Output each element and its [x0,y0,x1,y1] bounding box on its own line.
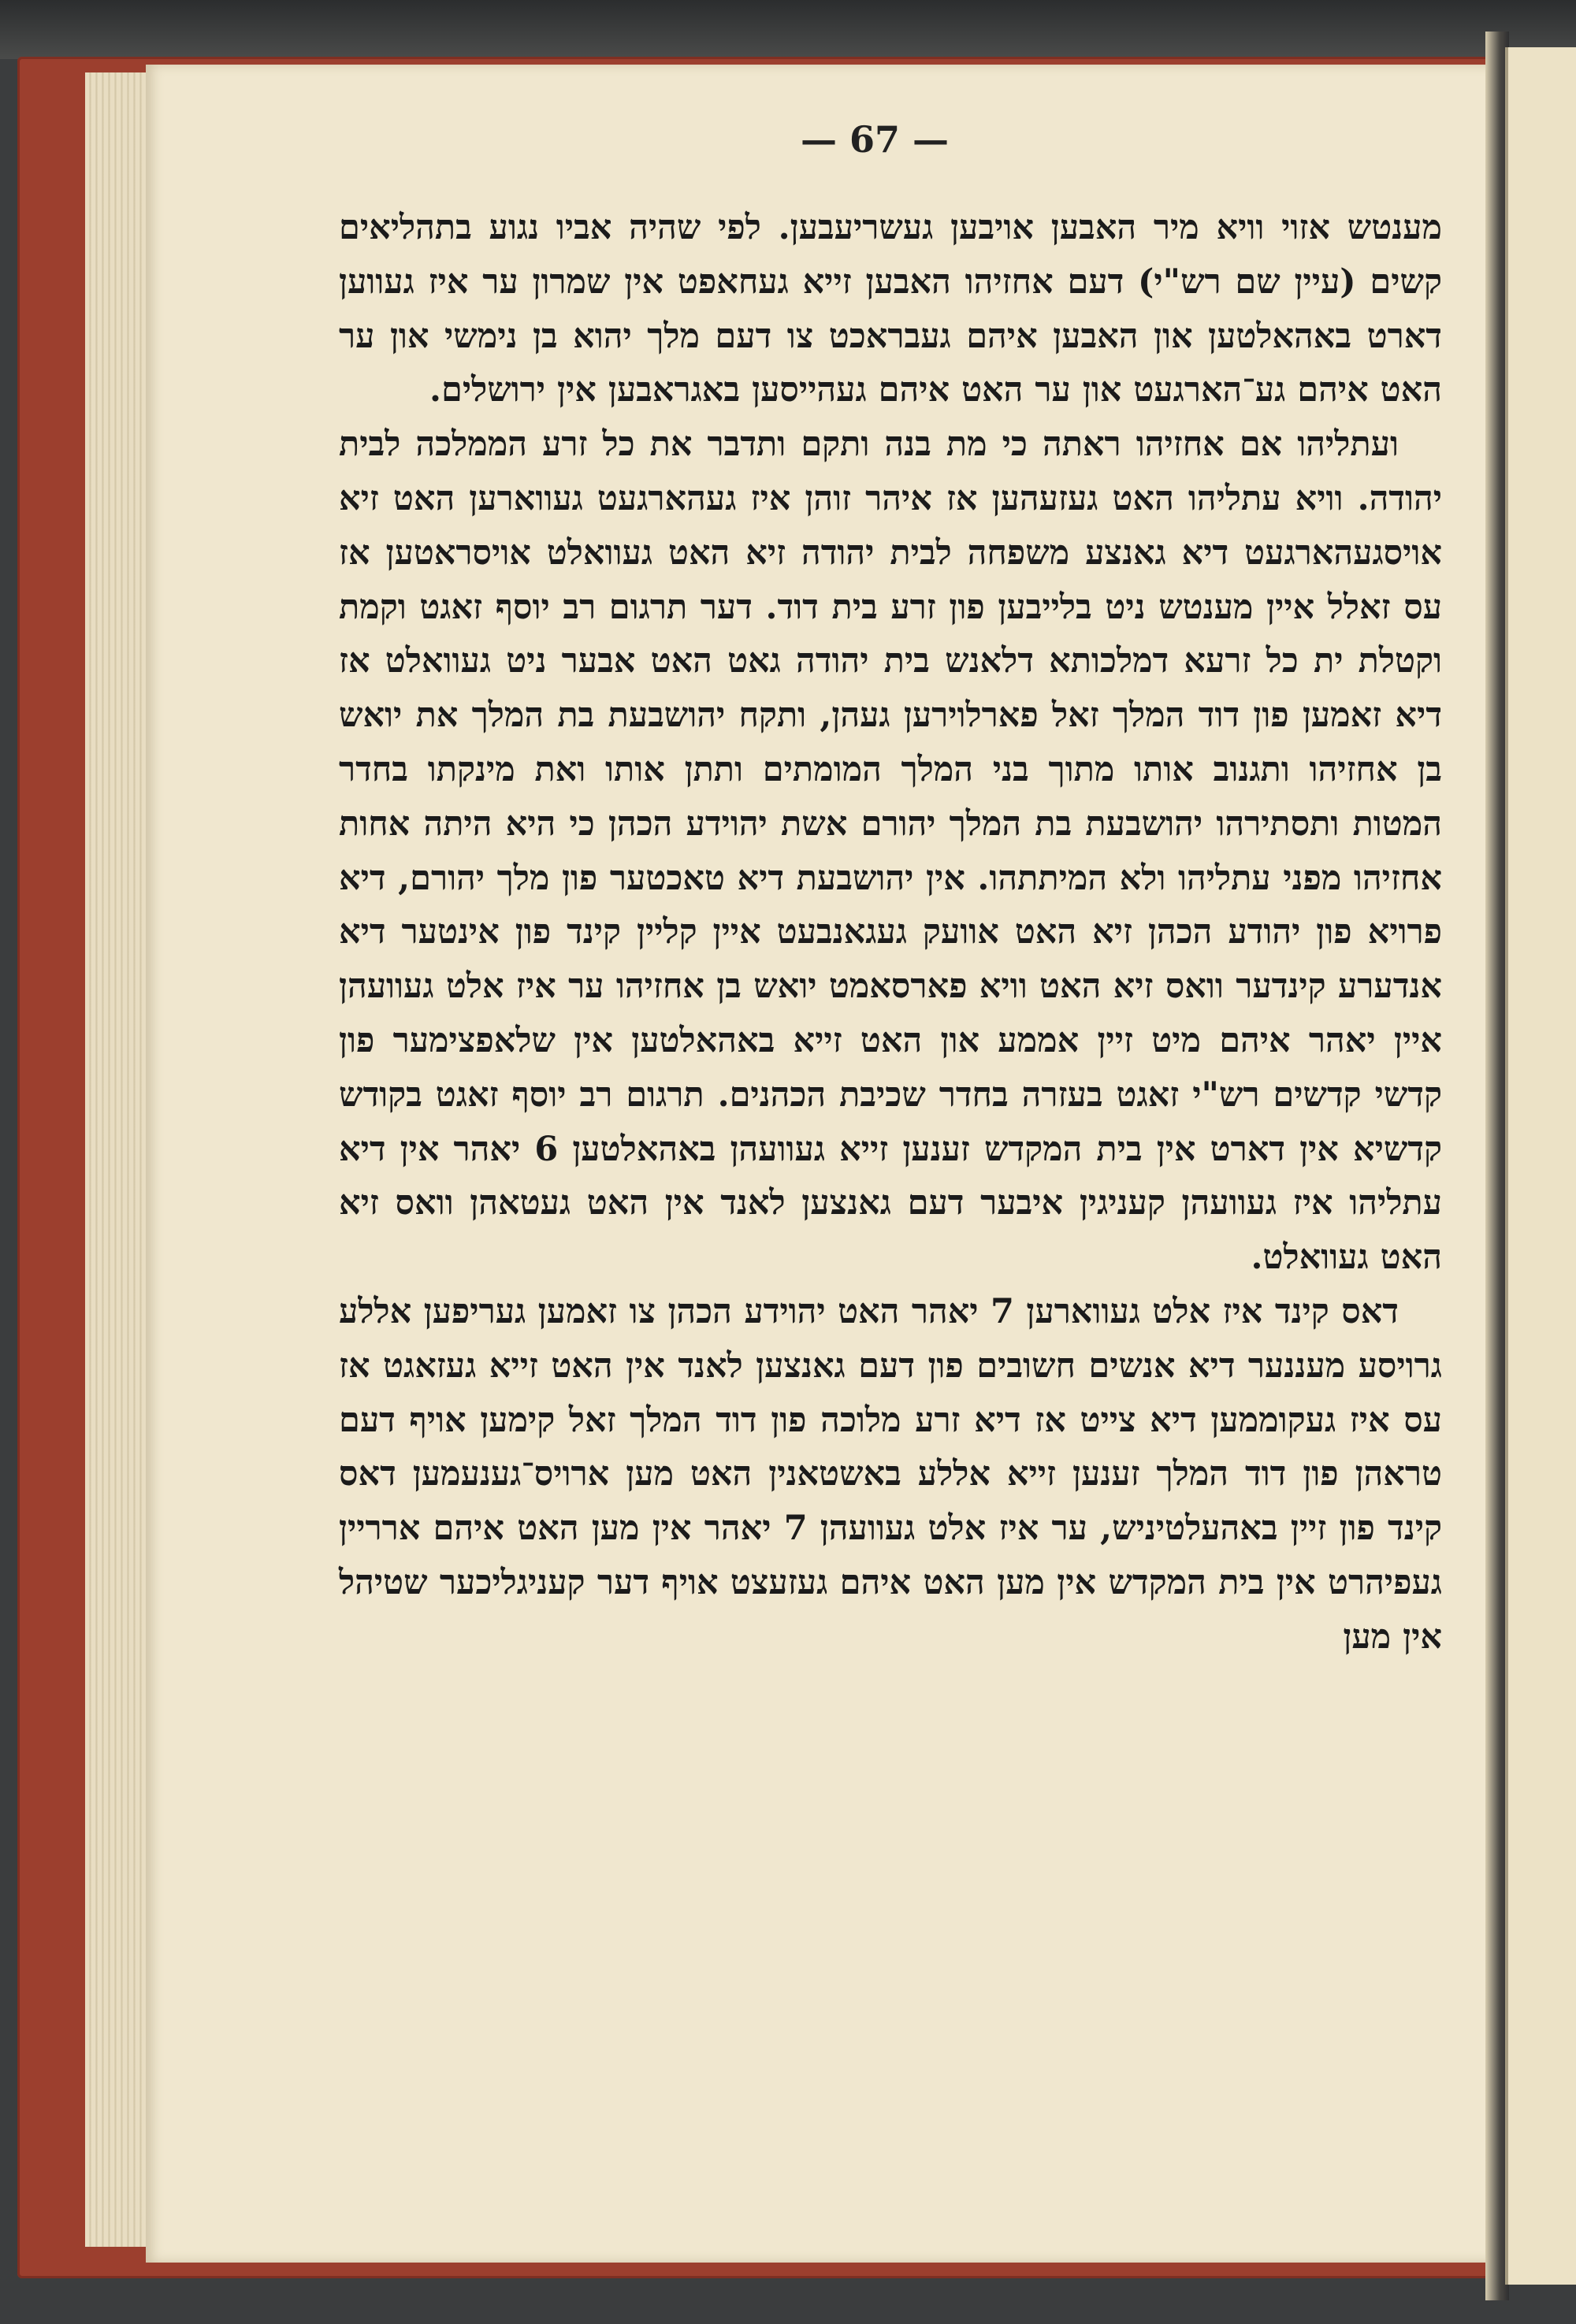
page-text [339,201,1442,1665]
facing-page-edge [1505,47,1576,2285]
paragraph: מענטש אזוי וויא מיר האבען אויבען געשריעבען. לפי שהיה אביו נגוע בתהליאים קשים (עיין שם רש"י) דעם אחזיהו האבען זייא געחאפט אין שמרון ער איז געווען דארט באהאלטען און האבען איהם געבראכט צו דעם מלך יהוא בן נימשי און ער האט איהם גע־הארגעט און ער האט איהם געהייסען באגראבען אין ירושלים. [339,208,1442,410]
paragraph: דאס קינד איז אלט געווארען 7 יאהר האט יהוידע הכהן צו זאמען געריפען אללע גרויסע מעננער דיא אנשים חשובים פון דעם גאנצען לאנד אין האט זייא געזאגט אז עס איז געקוממען דיא צייט אז דיא זרע מלוכה פון דוד המלך זאל קימען אויף דעם טראהן פון דוד המלך זענען זייא אללע באשטאנין האט מען ארויס־גענעמען דאס קינד פון זיין באהעלטיניש, ער איז אלט געוועהן 7 יאהר אין מען האט איהם ארריין געפיהרט אין בית המקדש אין מען האט איהם געזעצט אויף דער קעניגליכער שטיהל אין מען [339,1291,1442,1657]
scan-background [0,0,1576,59]
paragraph: ועתליהו אם אחזיהו ראתה כי מת בנה ותקם ותדבר את כל זרע הממלכה לבית יהודה. וויא עתליהו האט געזעהען אז איהר זוהן איז געהארגעט געווארען האט זיא אויסגעהארגעט דיא גאנצע משפחה לבית יהודה זיא האט געוואלט אויסראטען אז עס זאלל איין מענטש ניט בלייבען פון זרע בית דוד. דער תרגום רב יוסף זאגט וקמת וקטלת ית כל זרעא דמלכותא דלאנש בית יהודה גאט האט אבער ניט געוואלט אז דיא זאמען פון דוד המלך זאל פארלוירען געהן, ותקח יהושבעת בת המלך את יואש בן אחזיהו ותגנוב אותו מתוך בני המלך המומתים ותתן אותו ואת מינקתו בחדר המטות ותסתירהו יהושבעת בת המלך יהורם אשת יהוידע הכהן כי היא היתה אחות אחזיהו מפני עתליהו ולא המיתתהו. אין יהושבעת דיא טאכטער פון מלך יהורם, דיא פרויא פון יהודע הכהן זיא האט אוועק געגאנבעט איין קליין קינד פון אינטער דיא אנדערע קינדער וואס זיא האט וויא פארסאמט יואש בן אחזיהו ער איז אלט געוועהן איין יאהר איהם מיט זיין אממע און האט זייא באהאלטען אין שלאפצימער פון קדשי קדשים רש"י זאגט בעזרה בחדר שכיבת הכהנים. תרגום רב יוסף זאגט בקודש קדשיא אין דארט אין בית המקדש זענען זייא געוועהן באהאלטען 6 יאהר אין דיא עתליהו איז געוועהן קעניגין איבער דעם גאנצען לאנד אין האט געטאהן וואס זיא האט געוואלט. [339,425,1443,1278]
page-number: — 67 — [800,118,950,161]
